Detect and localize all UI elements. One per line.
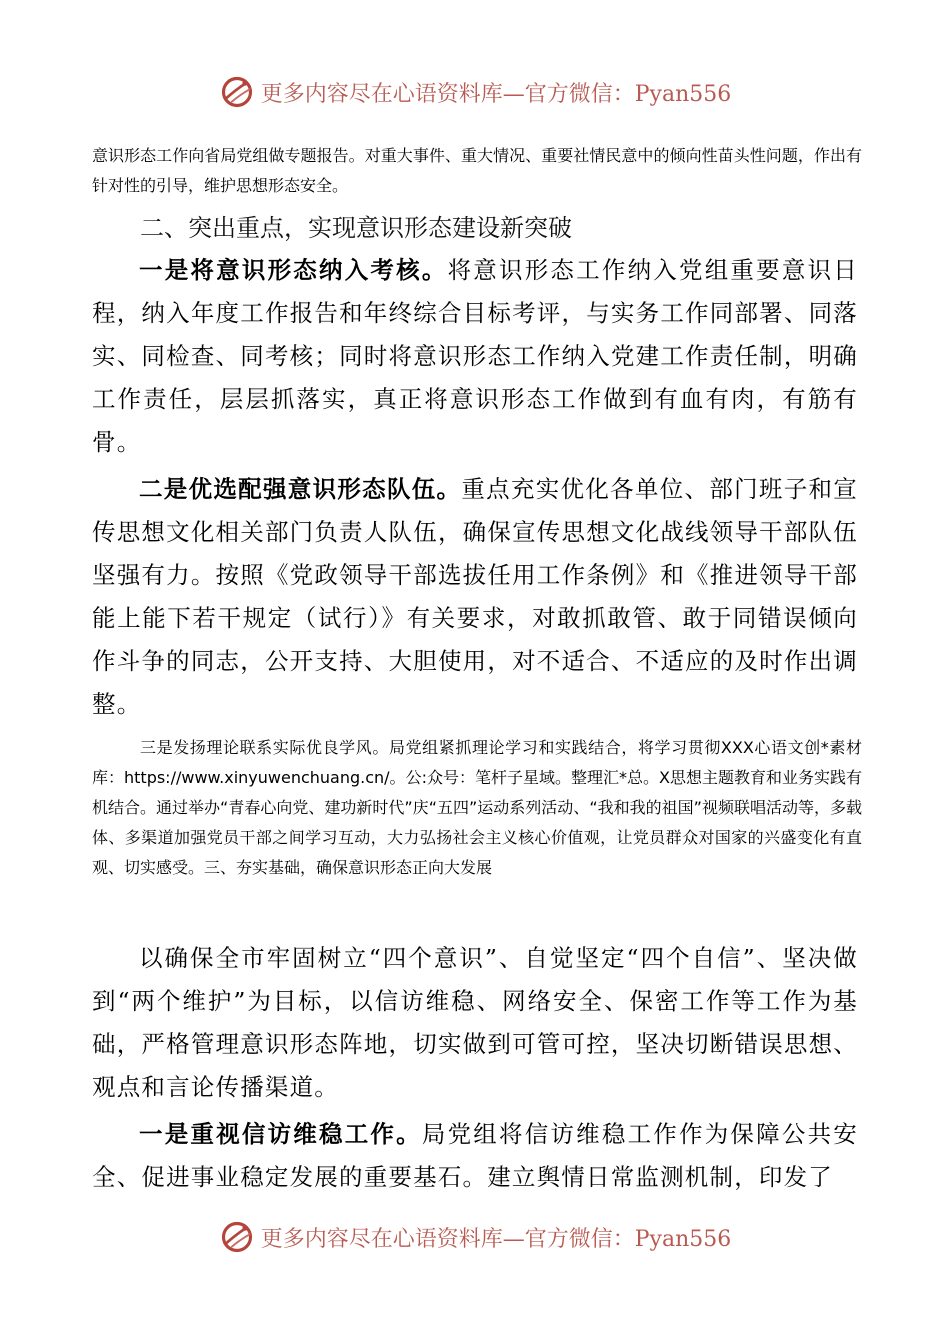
paragraph-body: 将意识形态工作纳入党组重要意识日程，纳入年度工作报告和年终综合目标考评，与实务工作同部署、同落实、同检查、同考核；同时将意识形态工作纳入党建工作责任制，明确工作责任，层层抓落实，真正将意识形态工作做到有血有肉，有筋有骨。	[92, 256, 858, 456]
footer-banner[interactable]	[0, 1215, 950, 1259]
banner-text: 更多内容尽在心语资料库—官方微信：Pyan556	[260, 81, 732, 107]
paragraph-assessment	[92, 249, 858, 464]
paragraph-body: 局党组将信访维稳工作作为保障公共安全、促进事业稳定发展的重要基石。建立舆情日常监测机制，印发了	[92, 1120, 858, 1191]
brush-logo-icon	[219, 1219, 255, 1255]
paragraph-foundation: 以确保全市牢固树立“四个意识”、自觉坚定“四个自信”、坚决做到“两个维护”为目标，以信访维稳、网络安全、保密工作等工作为基础，严格管理意识形态阵地，切实做到可管可控，坚决切断错误思想、观点和言论传播渠道。	[92, 944, 858, 1101]
paragraph-intro: 意识形态工作向省局党组做专题报告。对重大事件、重大情况、重要社情民意中的倾向性苗头性问题，作出有针对性的引导，维护思想形态安全。	[92, 146, 862, 195]
paragraph-study: 三是发扬理论联系实际优良学风。局党组紧抓理论学习和实践结合，将学习贯彻XXX心语文创*素材库：https://www.xinyuwenchuang.cn/。公:众号：笔杆子星域。整理汇*总。X思想主题教育和业务实践有机结合。通过举办“青春心向党、建功新时代”庆“五四”运动系列活动、“我和我的祖国”视频联唱活动等，多载体、多渠道加强党员干部之间学习互动，大力弘扬社会主义核心价值观，让党员群众对国家的兴盛变化有直观、切实感受。三、夯实基础，确保意识形态正向大发展	[92, 738, 862, 877]
paragraph-petition	[92, 1113, 858, 1199]
paragraph-lead: 二是优选配强意识形态队伍。	[139, 475, 462, 503]
paragraph-body: 重点充实优化各单位、部门班子和宣传思想文化相关部门负责人队伍，确保宣传思想文化战线领导干部队伍坚强有力。按照《党政领导干部选拔任用工作条例》和《推进领导干部能上能下若干规定（试行）》有关要求，对敢抓敢管、敢于同错误倾向作斗争的同志，公开支持、大胆使用，对不适合、不适应的及时作出调整。	[92, 475, 858, 718]
paragraph-lead: 一是重视信访维稳工作。	[139, 1120, 422, 1148]
brush-logo-icon	[219, 74, 255, 110]
paragraph-lead: 一是将意识形态纳入考核。	[139, 256, 448, 284]
paragraph-team	[92, 468, 858, 726]
section-heading-2: 二、突出重点，实现意识形态建设新突破	[140, 214, 572, 242]
header-banner[interactable]	[0, 70, 950, 114]
banner-text: 更多内容尽在心语资料库—官方微信：Pyan556	[260, 1226, 732, 1252]
